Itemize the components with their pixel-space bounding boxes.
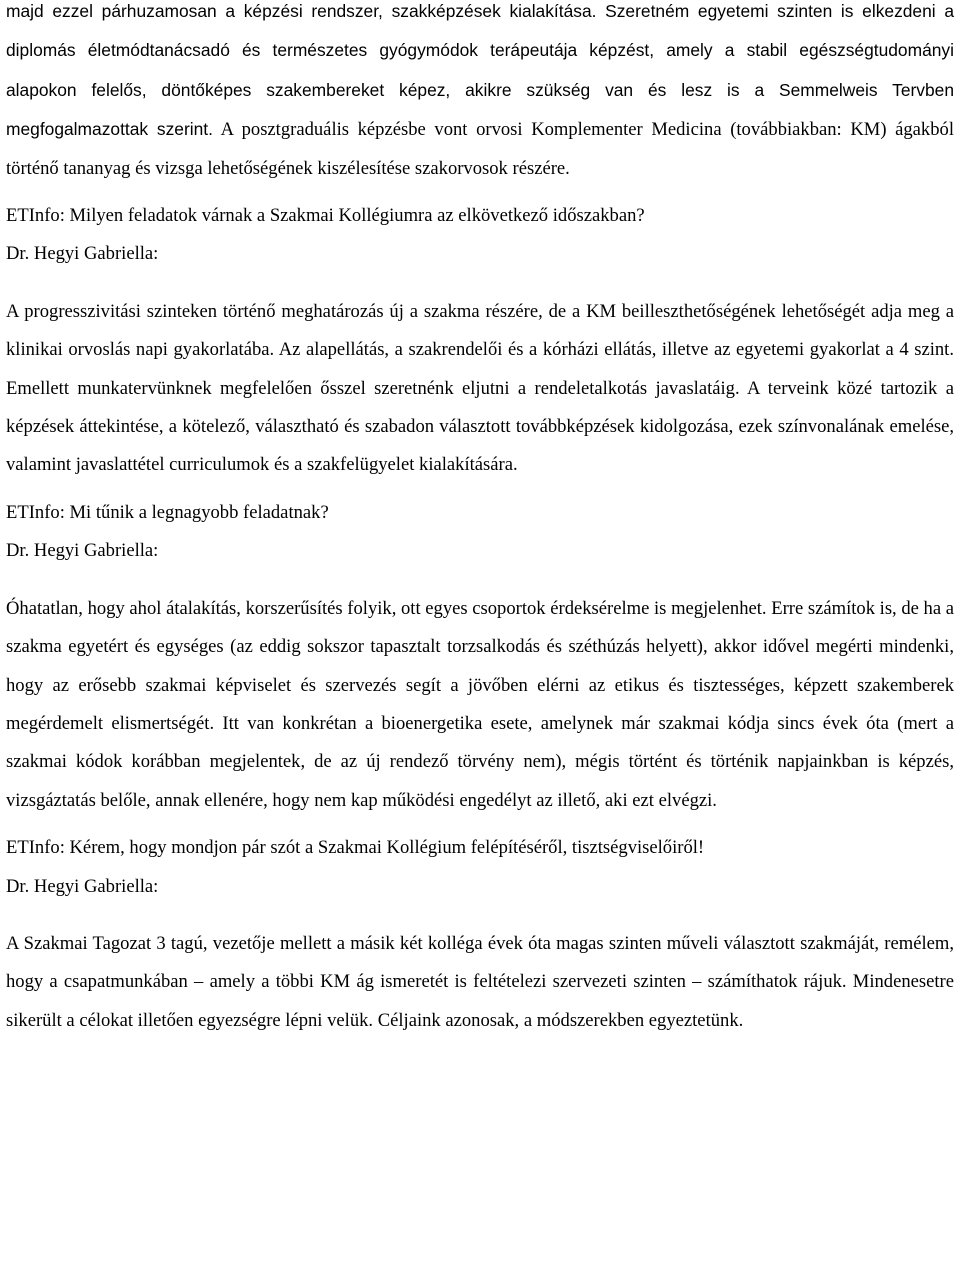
speaker-label-3: Dr. Hegyi Gabriella: [6,875,159,897]
question-1: ETInfo: Milyen feladatok várnak a Szakmai Kollégiumra az elkövetkező időszakban? [6,205,645,227]
answer-3: A Szakmai Tagozat 3 tagú, vezetője mellett a másik két kolléga évek óta magas szinten műveli választott szakmáját, remélem, hogy a csapatmunkában – amely a többi KM ág ismeretét is feltételezi szervezeti szinten – számíthatok rájuk. Mindenesetre sikerült a célokat illetően egyezségre lépni velük. Céljaink azonosak, a módszerekben egyeztetünk. [6,932,954,1031]
intro-paragraph [6,0,954,188]
speaker-label-1: Dr. Hegyi Gabriella: [6,243,159,265]
intro-text-sans: majd ezzel párhuzamosan a képzési rendszer, szakképzések kialakítása. Szeretném egyetemi szinten is elkezdeni a diplomás életmódtanácsadó és természetes gyógymódok terápeutája képzést, amely a stabil egészségtudományi alapokon felelős, döntőképes szakembereket képez, akikre szükség van és lesz is a Semmelweis Tervben megfogalmazottak szerint. [6,1,954,140]
question-3: ETInfo: Kérem, hogy mondjon pár szót a Szakmai Kollégium felépítéséről, tisztségviselőiről! [6,837,705,859]
answer-2: Óhatatlan, hogy ahol átalakítás, korszerűsítés folyik, ott egyes csoportok érdeksérelme is megjelenhet. Erre számítok is, de ha a szakma egyetért és egységes (az eddig sokszor tapasztalt torzsalkodás és széthúzás helyett), akkor idővel megérti mindenki, hogy az erősebb szakmai képviselet és szervezés segít a jövőben elérni az etikus és tisztességes, képzett szakemberek megérdemelt elismertségét. Itt van konkrétan a bioenergetika esete, amelynek már szakmai kódja sincs évek óta (mert a szakmai kódok korábban megjelentek, de az új rendező törvény nem), mégis történt és történik napjainkban is képzés, vizsgáztatás belőle, annak ellenére, hogy nem kap működési engedélyt az illető, aki ezt elvégzi. [6,597,954,811]
document-page [6,0,954,1040]
intro-text-serif: A posztgraduális képzésbe vont orvosi Komplementer Medicina (továbbiakban: KM) ágakból történő tananyag és vizsga lehetőségének kiszélesítése szakorvosok részére. [6,119,954,179]
question-2: ETInfo: Mi tűnik a legnagyobb feladatnak? [6,501,329,523]
answer-1: A progresszivitási szinteken történő meghatározás új a szakma részére, de a KM beilleszthetőségének lehetőségét adja meg a klinikai orvoslás napi gyakorlatába. Az alapellátás, a szakrendelői és a kórházi ellátás, illetve az egyetemi gyakorlat a 4 szint. Emellett munkatervünknek megfelelően ősszel szeretnénk eljutni a rendeletalkotás javaslatáig. A terveink közé tartozik a képzések áttekintése, a kötelező, választható és szabadon választott továbbképzések kidolgozása, ezek színvonalának emelése, valamint javaslattétel curriculumok és a szakfelügyelet kialakítására. [6,300,954,476]
speaker-label-2: Dr. Hegyi Gabriella: [6,540,159,562]
